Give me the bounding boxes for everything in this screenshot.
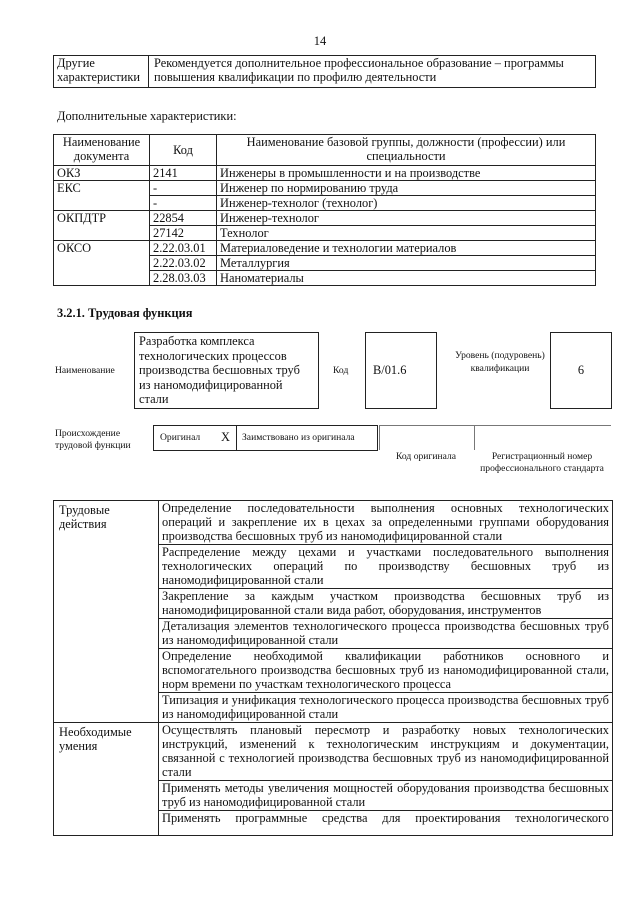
doc-cell: ОКЗ <box>54 166 150 181</box>
skill-item: Применять методы увеличения мощностей оборудования производства бесшовных труб из наномодифицированной стали <box>159 781 613 811</box>
level-value: 6 <box>577 363 585 377</box>
table-row <box>54 501 613 545</box>
origin-label: Происхождение трудовой функции <box>55 428 131 451</box>
function-code-value: B/01.6 <box>373 363 407 377</box>
level-label: Уровень (подуровень) квалификации <box>455 350 545 374</box>
origin-borrowed-cell <box>236 425 378 451</box>
table-row <box>54 211 596 226</box>
table-row <box>54 241 596 256</box>
skill-item: Осуществлять плановый пересмотр и разработку новых технологических инструкций, изменений к технологическим инструкциям и документации, связанной с технологией производства бесшовных труб из наномодифицированной стали <box>159 723 613 781</box>
action-item: Типизация и унификация технологического процесса производства бесшовных труб из наномодифицированной стали <box>159 693 613 723</box>
code-label: Код <box>333 365 349 376</box>
function-name-value: Разработка комплекса технологических процессов производства бесшовных труб из наномодифицированной стали <box>139 334 300 406</box>
doc-cell: ОКПДТР <box>54 211 150 241</box>
header-code: Код <box>150 135 217 166</box>
origin-code-field <box>379 425 474 450</box>
page-number: 14 <box>313 34 327 48</box>
code-cell: 27142 <box>150 226 217 241</box>
original-mark: X <box>221 430 230 444</box>
skill-item: Применять программные средства для проектирования технологического <box>159 811 613 836</box>
table-row <box>54 166 596 181</box>
table-row <box>54 723 613 781</box>
code-cell: 2.22.03.01 <box>150 241 217 256</box>
section-title: 3.2.1. Трудовая функция <box>57 306 193 320</box>
doc-cell: ОКСО <box>54 241 150 286</box>
other-label: Другие характеристики <box>54 56 149 88</box>
code-cell: 2141 <box>150 166 217 181</box>
table-row <box>54 181 596 196</box>
function-code-box <box>365 332 437 409</box>
code-cell: 2.22.03.02 <box>150 256 217 271</box>
additional-title: Дополнительные характеристики: <box>57 109 237 123</box>
original-label: Оригинал <box>160 432 201 443</box>
header-doc-name: Наименование документа <box>54 135 150 166</box>
group-cell: Технолог <box>217 226 596 241</box>
code-original-caption: Код оригинала <box>395 451 457 462</box>
actions-skills-table <box>53 500 613 836</box>
reg-number-caption: Регистрационный номер профессионального стандарта <box>480 451 604 474</box>
header-group-name: Наименование базовой группы, должности (профессии) или специальности <box>217 135 596 166</box>
additional-table <box>53 134 596 286</box>
code-cell: - <box>150 181 217 196</box>
action-item: Детализация элементов технологического процесса производства бесшовных труб из наномодифицированной стали <box>159 619 613 649</box>
action-item: Распределение между цехами и участками последовательного выполнения технологических операций по производству бесшовных труб из наномодифицированной стали <box>159 545 613 589</box>
other-characteristics-table <box>53 55 596 88</box>
level-box <box>550 332 612 409</box>
action-item: Определение необходимой квалификации работников основного и вспомогательного производства бесшовных труб из наномодифицированной стали, норм времени по участкам технологического процесса <box>159 649 613 693</box>
group-cell: Материаловедение и технологии материалов <box>217 241 596 256</box>
actions-label: Трудовые действия <box>54 501 159 723</box>
action-item: Определение последовательности выполнения основных технологических операций и закрепление их в цехах за определенными группами оборудования производства бесшовных труб из наномодифицированной стали <box>159 501 613 545</box>
code-cell: - <box>150 196 217 211</box>
group-cell: Инженер-технолог (технолог) <box>217 196 596 211</box>
function-name-box <box>134 332 319 409</box>
group-cell: Инженеры в промышленности и на производстве <box>217 166 596 181</box>
borrowed-label: Заимствовано из оригинала <box>242 432 355 443</box>
group-cell: Наноматериалы <box>217 271 596 286</box>
origin-reg-field <box>474 425 611 450</box>
group-cell: Инженер по нормированию труда <box>217 181 596 196</box>
code-cell: 22854 <box>150 211 217 226</box>
code-cell: 2.28.03.03 <box>150 271 217 286</box>
skills-label: Необходимые умения <box>54 723 159 836</box>
other-text: Рекомендуется дополнительное профессиональное образование – программы повышения квалификации по профилю деятельности <box>149 56 596 88</box>
group-cell: Инженер-технолог <box>217 211 596 226</box>
action-item: Закрепление за каждым участком производства бесшовных труб из наномодифицированной стали вида работ, оборудования, инструментов <box>159 589 613 619</box>
doc-cell: ЕКС <box>54 181 150 211</box>
group-cell: Металлургия <box>217 256 596 271</box>
name-label: Наименование <box>55 365 115 376</box>
origin-original-cell <box>153 425 237 451</box>
